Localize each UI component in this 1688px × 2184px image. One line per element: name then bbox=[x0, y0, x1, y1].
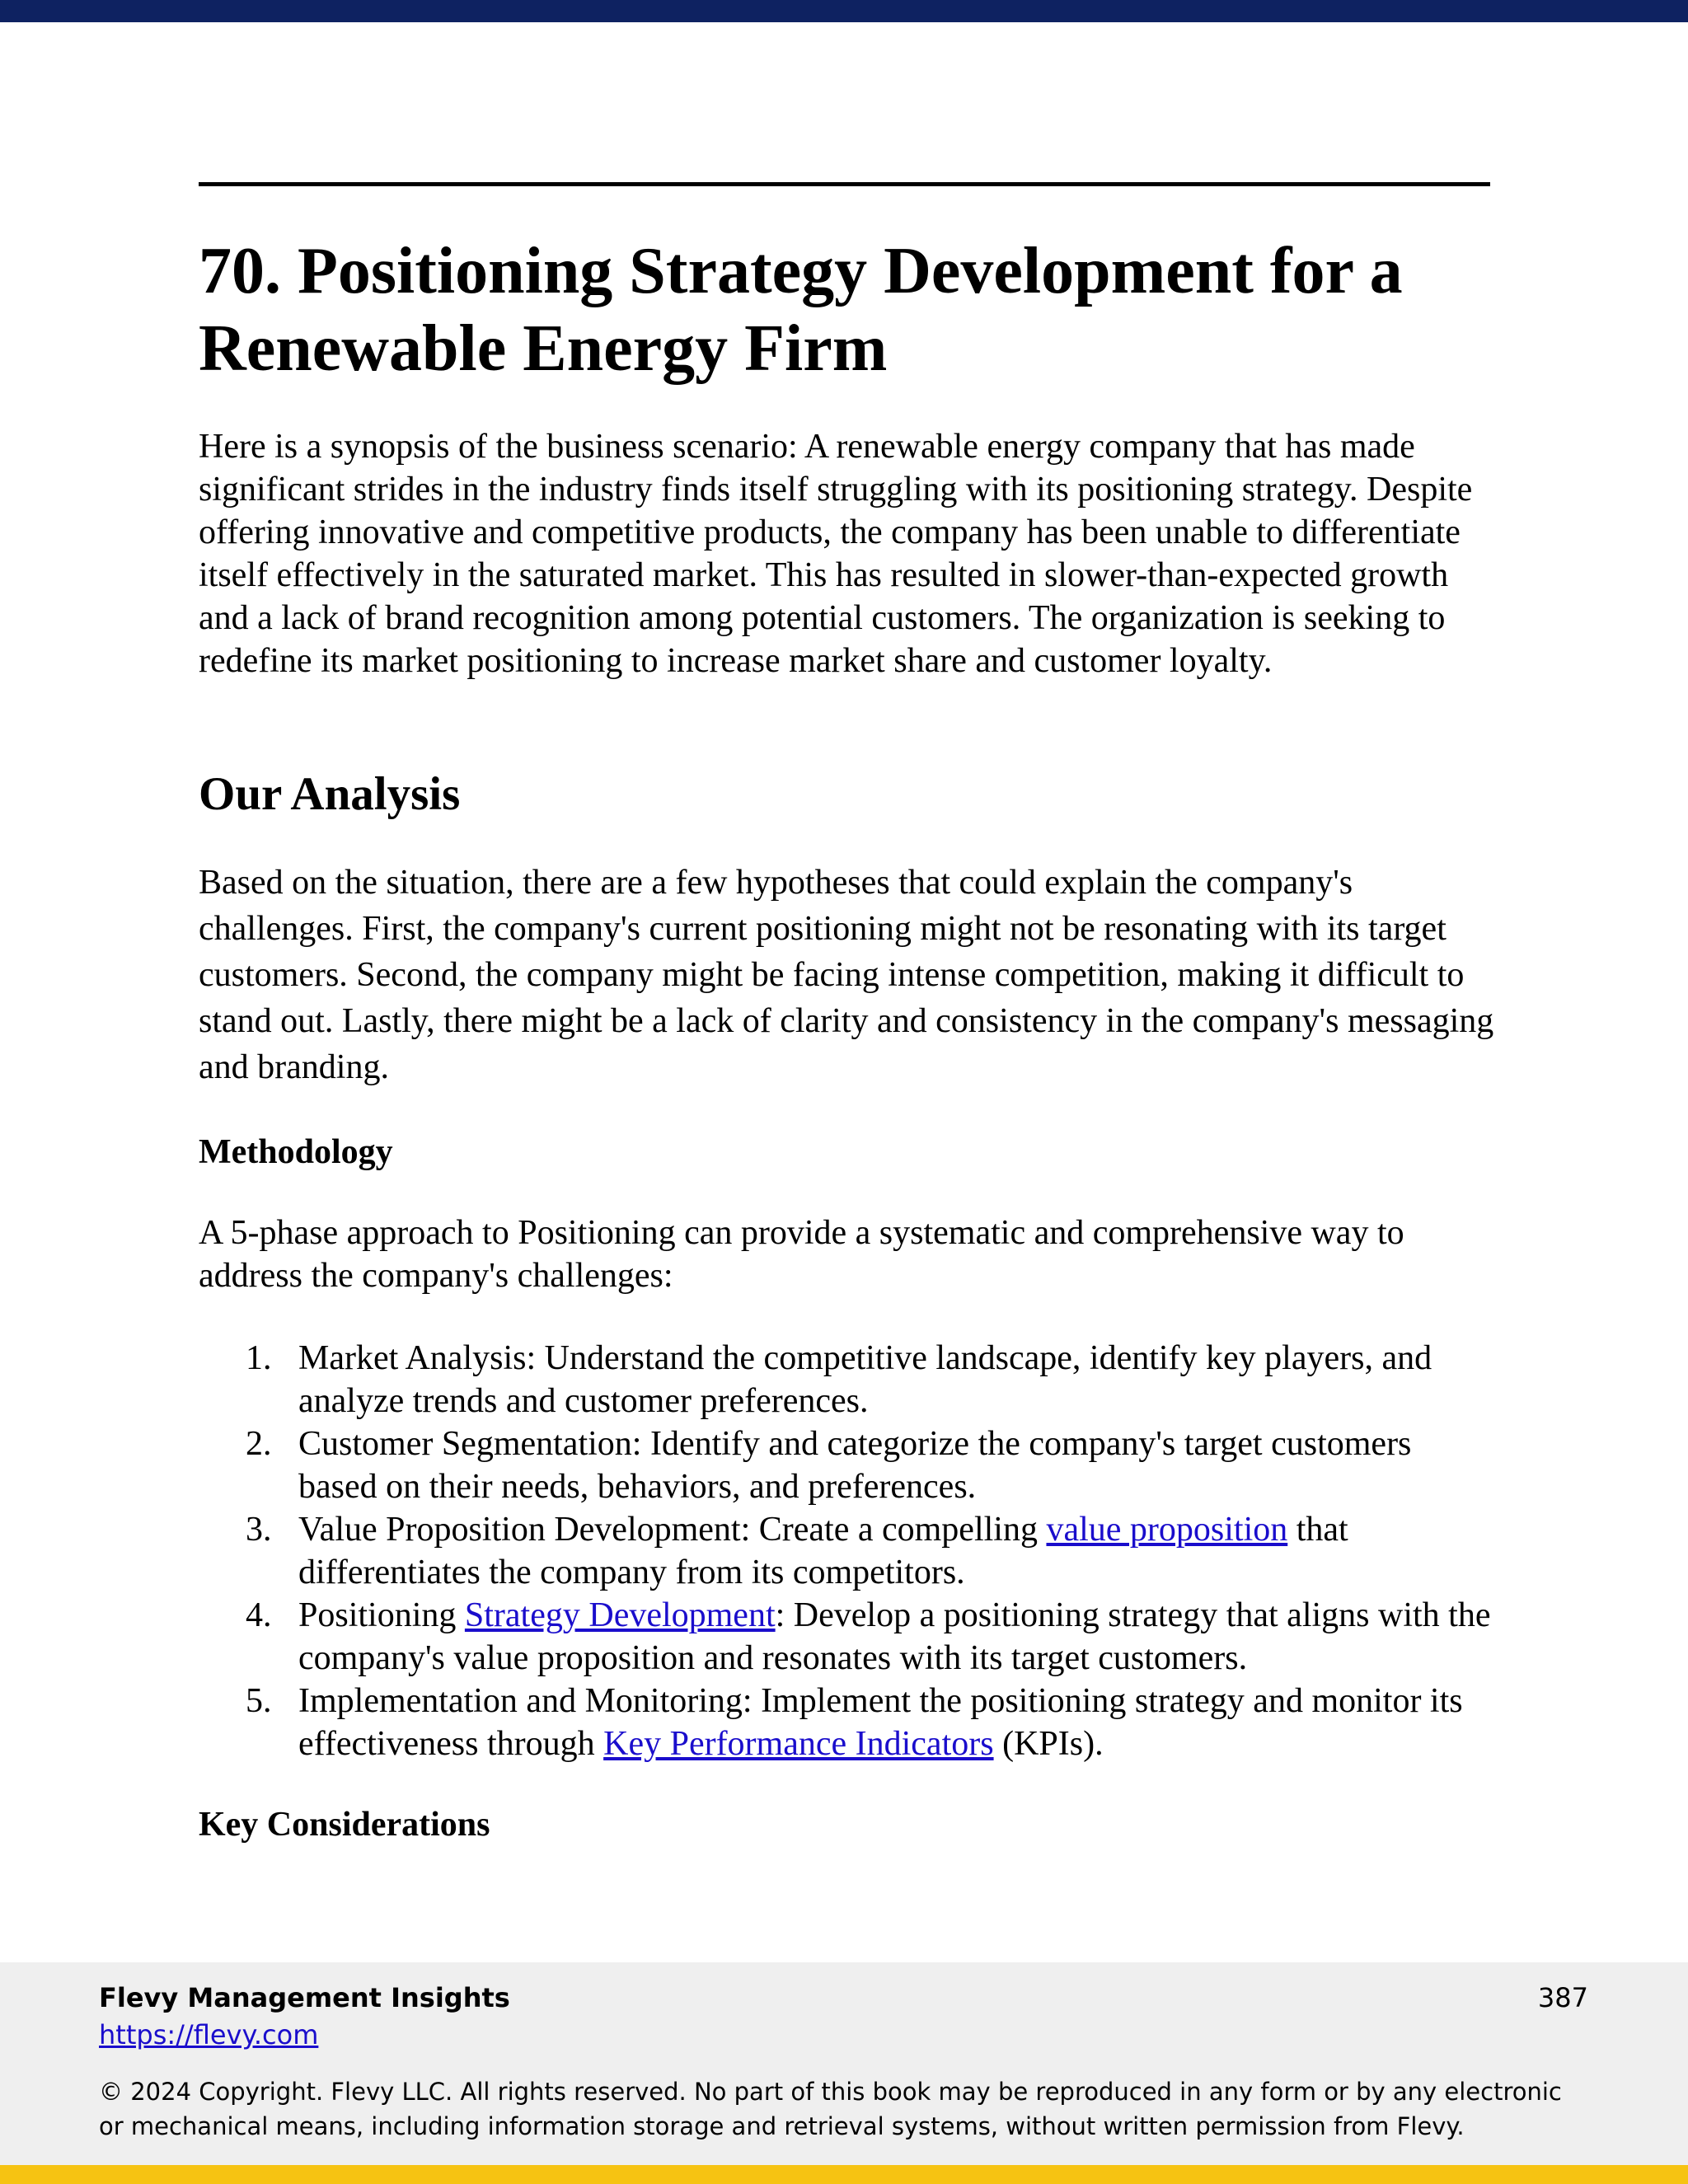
list-item-text: that differentiates the company from its competitors. bbox=[298, 1511, 1348, 1591]
list-item-number: 1. bbox=[246, 1339, 272, 1377]
list-item-number: 4. bbox=[246, 1596, 272, 1634]
list-item-number: 5. bbox=[246, 1682, 272, 1720]
value-proposition-link[interactable]: value proposition bbox=[1046, 1511, 1288, 1549]
list-item-number: 2. bbox=[246, 1425, 272, 1463]
analysis-heading: Our Analysis bbox=[199, 768, 461, 820]
list-item-text: Implementation and Monitoring: Implement the positioning strategy and monitor its effectiveness through bbox=[298, 1682, 1463, 1763]
list-item-text: Value Proposition Development: Create a compelling bbox=[298, 1511, 1047, 1549]
page-footer bbox=[0, 1962, 1688, 2165]
synopsis-paragraph: Here is a synopsis of the business scenario: A renewable energy company that has made significant strides in the industry finds itself struggling with its positioning strategy. Despite offering innovative and competitive products, the company has been unable to differentiate itself effectively in the saturated market. This has resulted in slower-than-expected growth and a lack of brand recognition among potential customers. The organization is seeking to redefine its market positioning to increase market share and customer loyalty. bbox=[199, 428, 1473, 680]
top-accent-bar bbox=[0, 0, 1688, 22]
list-item bbox=[199, 1422, 1497, 1508]
methodology-intro: A 5-phase approach to Positioning can provide a systematic and comprehensive way to address the company's challenges: bbox=[199, 1214, 1404, 1295]
methodology-heading: Methodology bbox=[199, 1133, 393, 1171]
list-item bbox=[199, 1337, 1497, 1422]
footer-url-link[interactable]: https://flevy.com bbox=[99, 2019, 319, 2050]
list-item bbox=[199, 1594, 1497, 1680]
list-item-text: Market Analysis: Understand the competitive landscape, identify key players, and analyze trends and customer preferences. bbox=[298, 1339, 1432, 1420]
list-item-text: (KPIs). bbox=[993, 1725, 1104, 1763]
list-item bbox=[199, 1680, 1497, 1765]
key-considerations-heading: Key Considerations bbox=[199, 1806, 490, 1844]
bottom-accent-bar bbox=[0, 2165, 1688, 2184]
kpi-link[interactable]: Key Performance Indicators bbox=[603, 1725, 994, 1763]
phase-list bbox=[199, 1337, 1497, 1765]
list-item-text: Positioning bbox=[298, 1596, 465, 1634]
page-number: 387 bbox=[1537, 1982, 1588, 2013]
list-item-text: : Develop a positioning strategy that aligns with the company's value proposition and resonates with its target customers. bbox=[298, 1596, 1491, 1677]
strategy-development-link[interactable]: Strategy Development bbox=[464, 1596, 776, 1634]
list-item-text: Customer Segmentation: Identify and categorize the company's target customers based on their needs, behaviors, and preferences. bbox=[298, 1425, 1412, 1506]
header-rule bbox=[199, 182, 1490, 186]
copyright-notice: © 2024 Copyright. Flevy LLC. All rights reserved. No part of this book may be reproduced in any form or by any electronic or mechanical means, including information storage and retrieval systems, without written permission from Flevy. bbox=[99, 2078, 1562, 2140]
list-item bbox=[199, 1508, 1497, 1594]
footer-brand: Flevy Management Insights bbox=[99, 1982, 510, 2013]
page-title: 70. Positioning Strategy Development for a Renewable Energy Firm bbox=[199, 235, 1403, 385]
analysis-paragraph: Based on the situation, there are a few hypotheses that could explain the company's challenges. First, the company's current positioning might not be resonating with its target customers. Second, the company might be facing intense competition, making it difficult to stand out. Lastly, there might be a lack of clarity and consistency in the company's messaging and branding. bbox=[199, 864, 1494, 1086]
list-item-number: 3. bbox=[246, 1511, 272, 1549]
